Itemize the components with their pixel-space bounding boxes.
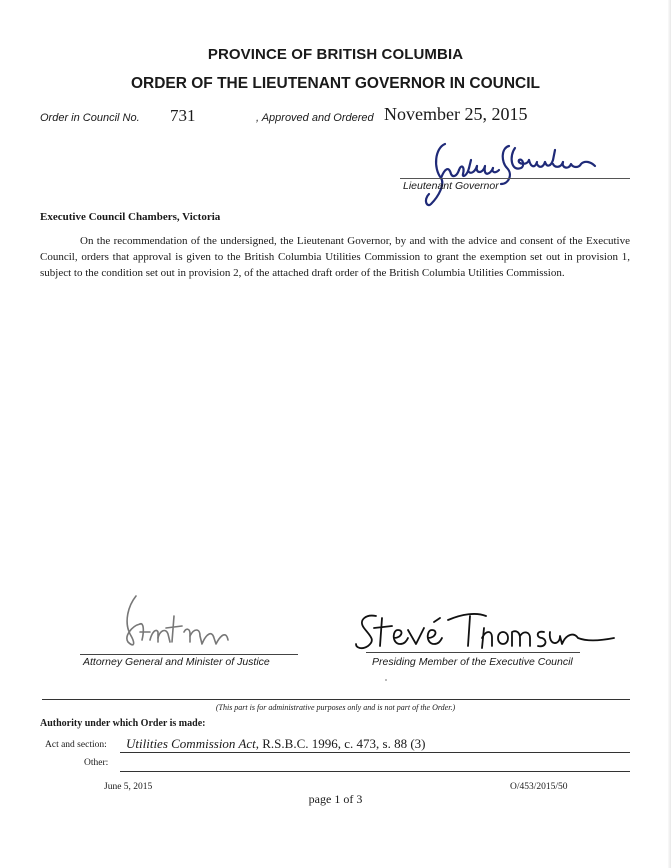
presiding-member-signature-line [366,652,580,653]
order-body-paragraph: On the recommendation of the undersigned, the Lieutenant Governor, by and with the advice and consent of the Executive Council, orders that approval is given to the British Columbia Utilities Commission to grant the exemption set out in provision 1, subject to the condition set out in provision 2, of the attached draft order of the British Columbia Utilities Commission. [40,235,630,279]
order-number: 731 [170,106,196,125]
presiding-member-signature [352,608,622,658]
attorney-general-signature [110,592,270,652]
attorney-general-label: Attorney General and Minister of Justice [83,656,270,668]
approved-label: , Approved and Ordered [256,112,374,124]
order-title: ORDER OF THE LIEUTENANT GOVERNOR IN COUNCIL [130,75,541,92]
act-name: Utilities Commission Act [126,736,256,751]
attorney-general-signature-line [80,654,298,655]
approved-date: November 25, 2015 [384,104,528,124]
lieutenant-governor-signature-line [400,178,630,179]
scan-speck [385,679,387,681]
presiding-member-label: Presiding Member of the Executive Council [372,656,573,668]
order-number-label: Order in Council No. [40,112,140,124]
act-section-label: Act and section: [45,740,107,750]
location-heading: Executive Council Chambers, Victoria [40,211,221,223]
page-number: page 1 of 3 [308,792,363,806]
act-citation: , R.S.B.C. 1996, c. 473, s. 88 (3) [255,736,426,751]
footer-date: June 5, 2015 [104,782,153,792]
other-line [120,771,630,772]
lieutenant-governor-label: Lieutenant Governor [403,180,499,192]
authority-heading: Authority under which Order is made: [40,718,206,729]
admin-section-divider [42,699,630,700]
footer-document-code: O/453/2015/50 [510,782,568,792]
admin-note: (This part is for administrative purposes only and is not part of the Order.) [215,703,456,712]
act-section-line [120,752,630,753]
act-section-value [126,736,426,752]
province-heading: PROVINCE OF BRITISH COLUMBIA [207,46,464,63]
other-label: Other: [84,758,109,768]
lieutenant-governor-signature [405,138,605,208]
